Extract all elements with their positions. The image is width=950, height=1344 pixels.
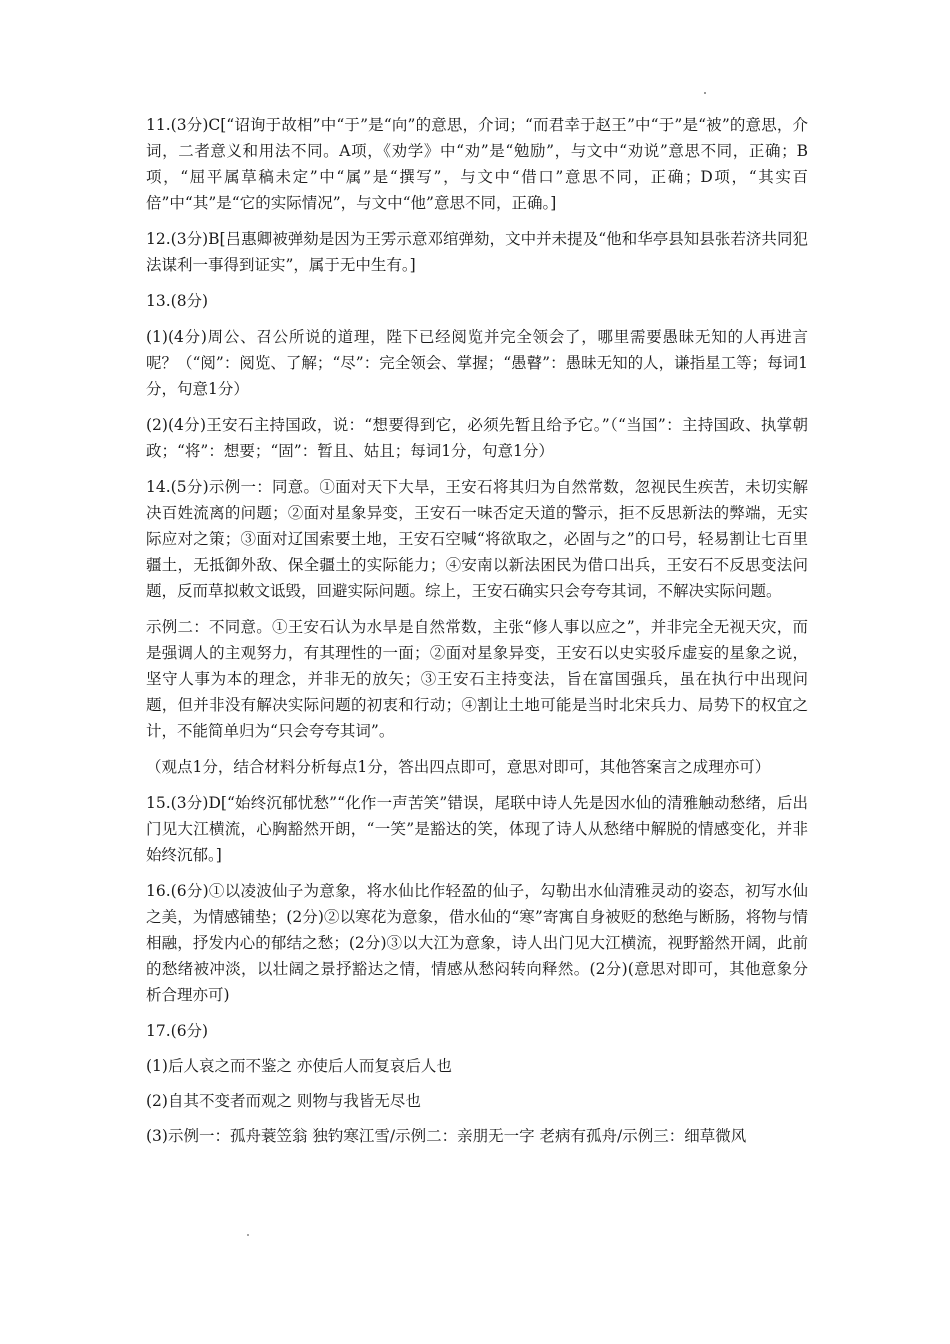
answer-q17-heading: 17.(6分) bbox=[146, 1022, 209, 1040]
answer-sheet bbox=[146, 112, 808, 1158]
answer-q14-example2: 示例二：不同意。①王安石认为水旱是自然常数，主张“修人事以应之”，并非完全无视天灾，而是强调人的主观努力，有其理性的一面；②面对星象异变，王安石以史实驳斥虚妄的星象之说，坚守人事为本的理念，并非无的放矢；③王安石主持变法，旨在富国强兵，虽在执行中出现问题，但并非没有解决实际问题的初衷和行动；④割让土地可能是当时北宋兵力、局势下的权宜之计，不能简单归为“只会夸夸其词”。 bbox=[146, 618, 808, 740]
answer-q15: 15.(3分)D[“始终沉郁忧愁”“化作一声苦笑”错误，尾联中诗人先是因水仙的清雅触动愁绪，后出门见大江横流，心胸豁然开朗，“一笑”是豁达的笑，体现了诗人从愁绪中解脱的情感变化，并非始终沉郁。] bbox=[146, 794, 808, 864]
answer-q16: 16.(6分)①以凌波仙子为意象，将水仙比作轻盈的仙子，勾勒出水仙清雅灵动的姿态，初写水仙之美，为情感铺垫；(2分)②以寒花为意象，借水仙的“寒”寄寓自身被贬的愁绝与断肠，将物与情相融，抒发内心的郁结之愁；(2分)③以大江为意象，诗人出门见大江横流，视野豁然开阔，此前的愁绪被冲淡，以壮阔之景抒豁达之情，情感从愁闷转向释然。(2分)(意思对即可，其他意象分析合理亦可) bbox=[146, 882, 808, 1004]
answer-q17-part1: (1)后人哀之而不鉴之 亦使后人而复哀后人也 bbox=[146, 1057, 452, 1075]
answer-q12: 12.(3分)B[吕惠卿被弹劾是因为王雱示意邓绾弹劾，文中并未提及“他和华亭县知县张若济共同犯法谋利一事得到证实”，属于无中生有。] bbox=[146, 230, 808, 274]
answer-q17-part3: (3)示例一：孤舟蓑笠翁 独钓寒江雪/示例二：亲朋无一字 老病有孤舟/示例三：细草微风 bbox=[146, 1127, 747, 1145]
answer-q14-scoring-note: （观点1分，结合材料分析每点1分，答出四点即可，意思对即可，其他答案言之成理亦可） bbox=[146, 758, 771, 776]
answer-q11: 11.(3分)C[“诏询于故相”中“于”是“向”的意思，介词；“而君幸于赵王”中“于”是“被”的意思，介词，二者意义和用法不同。A项，《劝学》中“劝”是“勉励”，与文中“劝说”意思不同，正确；B项，“屈平属草稿未定”中“属”是“撰写”，与文中“借口”意思不同，正确；D项，“其实百倍”中“其”是“它的实际情况”，与文中“他”意思不同，正确。] bbox=[146, 116, 808, 212]
answer-q13-part1: (1)(4分)周公、召公所说的道理，陛下已经阅览并完全领会了，哪里需要愚昧无知的人再进言呢？（“阅”：阅览、了解；“尽”：完全领会、掌握；“愚瞽”：愚昧无知的人，谦指星工等；每词1分，句意1分） bbox=[146, 328, 808, 398]
scan-mark-bottom bbox=[247, 1234, 249, 1236]
scan-mark-top bbox=[704, 92, 706, 94]
answer-q17-part2: (2)自其不变者而观之 则物与我皆无尽也 bbox=[146, 1092, 421, 1110]
answer-q13-part2: (2)(4分)王安石主持国政，说：“想要得到它，必须先暂且给予它。”（“当国”：主持国政、执掌朝政；“将”：想要；“固”：暂且、姑且；每词1分，句意1分） bbox=[146, 416, 808, 460]
answer-q14-example1: 14.(5分)示例一：同意。①面对天下大旱，王安石将其归为自然常数，忽视民生疾苦，未切实解决百姓流离的问题；②面对星象异变，王安石一味否定天道的警示，拒不反思新法的弊端，无实际应对之策；③面对辽国索要土地，王安石空喊“将欲取之，必固与之”的口号，轻易割让七百里疆土，无抵御外敌、保全疆土的实际能力；④安南以新法困民为借口出兵，王安石不反思变法问题，反而草拟敕文诋毁，回避实际问题。综上，王安石确实只会夸夸其词，不解决实际问题。 bbox=[146, 478, 808, 600]
answer-q13-heading: 13.(8分) bbox=[146, 292, 209, 310]
